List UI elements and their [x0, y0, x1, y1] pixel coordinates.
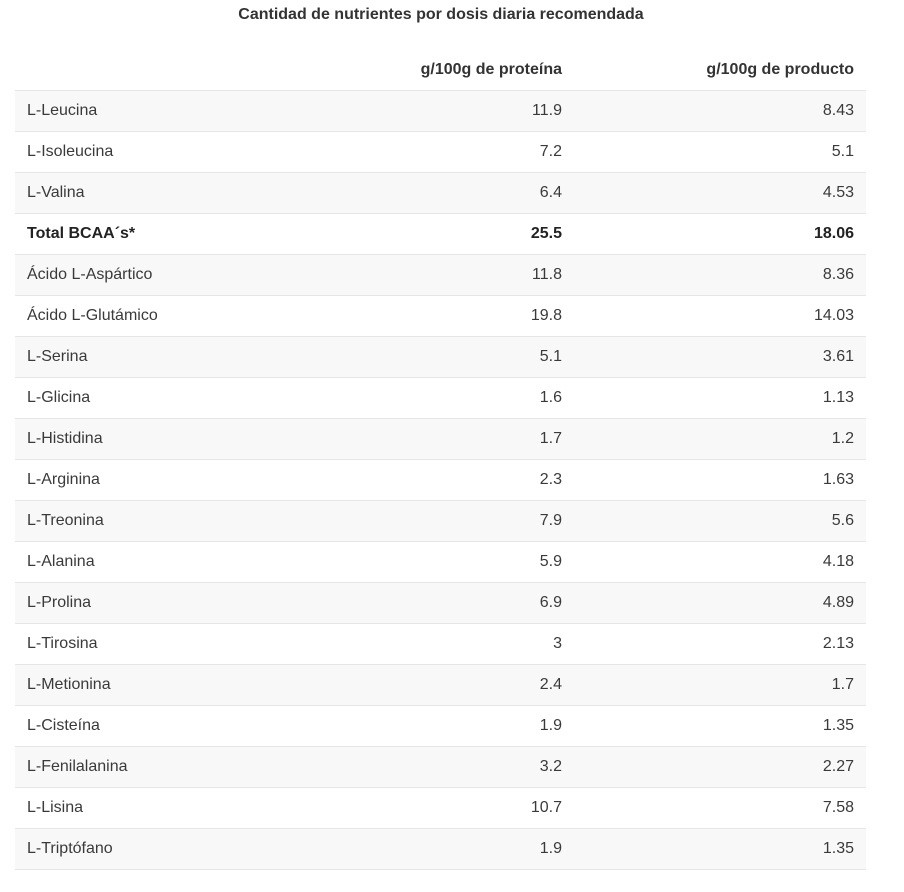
- protein-value: 1.9: [539, 840, 562, 857]
- product-value: 4.18: [822, 553, 854, 570]
- nutrient-name: L-Triptófano: [27, 840, 113, 857]
- table-row: [15, 747, 866, 788]
- table-row: [15, 173, 866, 214]
- protein-value: 2.4: [539, 676, 562, 693]
- nutrient-name: Total BCAA´s*: [27, 225, 136, 242]
- protein-value: 1.6: [539, 389, 562, 406]
- table-header-row: [15, 50, 866, 91]
- protein-value: 25.5: [530, 225, 562, 242]
- table-row: [15, 132, 866, 173]
- nutrient-name: L-Metionina: [27, 676, 111, 693]
- table-body: [15, 91, 866, 870]
- product-value: 4.53: [822, 184, 854, 201]
- table-row: [15, 583, 866, 624]
- table-row: [15, 91, 866, 132]
- product-value: 2.27: [822, 758, 854, 775]
- nutrient-name: L-Serina: [27, 348, 88, 365]
- product-value: 7.58: [822, 799, 854, 816]
- product-value: 18.06: [813, 225, 854, 242]
- table-row: [15, 255, 866, 296]
- nutrient-name: L-Valina: [27, 184, 85, 201]
- nutrient-name: L-Tirosina: [27, 635, 98, 652]
- protein-value: 3.2: [539, 758, 562, 775]
- header-protein: g/100g de proteína: [420, 61, 562, 78]
- nutrient-name: L-Fenilalanina: [27, 758, 128, 775]
- product-value: 4.89: [822, 594, 854, 611]
- table-row: [15, 296, 866, 337]
- product-value: 1.2: [831, 430, 854, 447]
- protein-value: 6.9: [539, 594, 562, 611]
- nutrient-name: L-Leucina: [27, 102, 98, 119]
- protein-value: 5.1: [539, 348, 562, 365]
- product-value: 1.7: [831, 676, 854, 693]
- protein-value: 7.9: [539, 512, 562, 529]
- nutrient-name: L-Alanina: [27, 553, 95, 570]
- protein-value: 11.8: [532, 266, 562, 283]
- protein-value: 2.3: [539, 471, 562, 488]
- table-row: [15, 542, 866, 583]
- protein-value: 1.7: [539, 430, 562, 447]
- table-row: [15, 665, 866, 706]
- protein-value: 7.2: [539, 143, 562, 160]
- nutrient-name: L-Prolina: [27, 594, 92, 611]
- nutrient-name: L-Arginina: [27, 471, 100, 488]
- table-row: [15, 337, 866, 378]
- product-value: 14.03: [813, 307, 854, 324]
- nutrient-name: L-Glicina: [27, 389, 91, 406]
- table-row: [15, 419, 866, 460]
- nutrient-name: L-Lisina: [27, 799, 84, 816]
- product-value: 5.6: [831, 512, 854, 529]
- nutrient-name: Ácido L-Aspártico: [27, 266, 153, 283]
- product-value: 3.61: [822, 348, 854, 365]
- product-value: 1.35: [822, 840, 854, 857]
- protein-value: 10.7: [530, 799, 562, 816]
- nutrient-name: L-Isoleucina: [27, 143, 114, 160]
- protein-value: 1.9: [539, 717, 562, 734]
- protein-value: 11.9: [532, 102, 562, 119]
- nutrient-table: [15, 50, 866, 870]
- nutrient-name: L-Cisteína: [27, 717, 100, 734]
- product-value: 8.43: [822, 102, 854, 119]
- protein-value: 6.4: [539, 184, 562, 201]
- header-product: g/100g de producto: [706, 61, 854, 78]
- table-title: Cantidad de nutrientes por dosis diaria recomendada: [238, 6, 644, 23]
- product-value: 8.36: [822, 266, 854, 283]
- nutrient-name: L-Treonina: [27, 512, 104, 529]
- product-value: 5.1: [831, 143, 854, 160]
- table-row: [15, 501, 866, 542]
- protein-value: 19.8: [530, 307, 562, 324]
- table-row: [15, 829, 866, 870]
- product-value: 1.13: [822, 389, 854, 406]
- product-value: 1.35: [822, 717, 854, 734]
- table-row: [15, 378, 866, 419]
- table-row: [15, 460, 866, 501]
- nutrient-name: L-Histidina: [27, 430, 103, 447]
- product-value: 2.13: [822, 635, 854, 652]
- protein-value: 3: [553, 635, 562, 652]
- table-row: [15, 706, 866, 747]
- protein-value: 5.9: [539, 553, 562, 570]
- table-row: [15, 788, 866, 829]
- table-row: [15, 214, 866, 255]
- table-row: [15, 624, 866, 665]
- product-value: 1.63: [822, 471, 854, 488]
- nutrient-name: Ácido L-Glutámico: [27, 307, 158, 324]
